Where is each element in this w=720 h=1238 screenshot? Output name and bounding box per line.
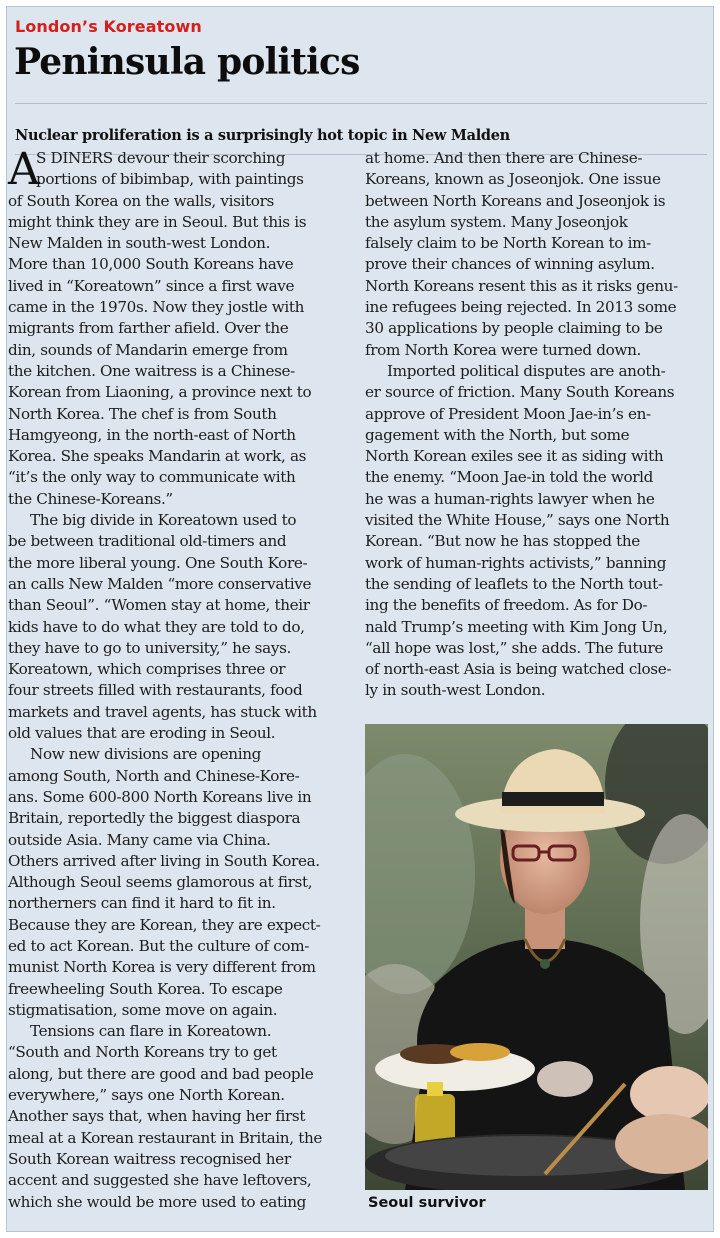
text-line: kids have to do what they are told to do, <box>8 617 305 636</box>
text-line: din, sounds of Mandarin emerge from <box>8 340 288 359</box>
text-line: munist North Korea is very different from <box>8 958 316 977</box>
paragraph-3 <box>8 744 353 1021</box>
dropcap-block <box>8 144 353 195</box>
text-line: More than 10,000 South Koreans have <box>8 255 294 274</box>
text-line: the enemy. “Moon Jae-in told the world <box>365 468 654 487</box>
photo-caption: Seoul survivor <box>368 1195 486 1211</box>
text-line: North Korea. The chef is from South <box>8 404 277 423</box>
dropcap-line: S DINERS devour their scorching <box>36 149 286 167</box>
text-line: stigmatisation, some move on again. <box>8 1000 278 1019</box>
text-line: meal at a Korean restaurant in Britain, the <box>8 1128 323 1147</box>
text-line: be between traditional old-timers and <box>8 532 287 551</box>
text-line: lived in “Koreatown” since a first wave <box>8 276 295 295</box>
text-line: prove their chances of winning asylum. <box>365 255 655 274</box>
text-line: falsely claim to be North Korean to im- <box>365 234 651 253</box>
text-line: er source of friction. Many South Koreans <box>365 383 675 402</box>
text-line: Because they are Korean, they are expect- <box>8 915 321 934</box>
text-line: among South, North and Chinese-Kore- <box>8 766 300 785</box>
text-line: work of human-rights activists,” banning <box>365 553 667 572</box>
text-line: the more liberal young. One South Kore- <box>8 553 308 572</box>
text-line: Tensions can flare in Koreatown. <box>30 1022 272 1041</box>
text-line: South Korean waitress recognised her <box>8 1149 291 1168</box>
text-line: Koreans, known as Joseonjok. One issue <box>365 170 661 189</box>
text-line: ans. Some 600-800 North Koreans live in <box>8 787 312 806</box>
text-line: nald Trump’s meeting with Kim Jong Un, <box>365 617 668 636</box>
text-line: “South and North Koreans try to get <box>8 1043 277 1062</box>
text-line: Korean. “But now he has stopped the <box>365 532 640 551</box>
text-line: the asylum system. Many Joseonjok <box>365 212 628 231</box>
text-line: Korea. She speaks Mandarin at work, as <box>8 447 307 466</box>
left-column <box>8 144 353 1213</box>
right-column <box>365 148 705 702</box>
text-line: freewheeling South Korea. To escape <box>8 979 283 998</box>
text-line: the sending of leaflets to the North tout- <box>365 574 663 593</box>
text-line: North Korean exiles see it as siding with <box>365 447 664 466</box>
headline: Peninsula politics <box>14 41 360 83</box>
text-line: Korean from Liaoning, a province next to <box>8 383 312 402</box>
text-line: between North Koreans and Joseonjok is <box>365 191 666 210</box>
text-line: Another says that, when having her first <box>8 1107 306 1126</box>
text-line: “all hope was lost,” she adds. The future <box>365 638 664 657</box>
paragraph-4 <box>8 1021 353 1213</box>
text-line: approve of President Moon Jae-in’s en- <box>365 404 651 423</box>
text-line: the kitchen. One waitress is a Chinese- <box>8 361 295 380</box>
paragraph-6 <box>365 361 705 702</box>
paragraph-5 <box>365 148 705 361</box>
text-line: migrants from farther afield. Over the <box>8 319 289 338</box>
text-line: ly in south-west London. <box>365 681 546 700</box>
text-line: Britain, reportedly the biggest diaspora <box>8 809 301 828</box>
text-line: Hamgyeong, in the north-east of North <box>8 425 296 444</box>
section-kicker: London’s Koreatown <box>15 17 202 36</box>
text-line: of north-east Asia is being watched close- <box>365 660 672 679</box>
text-line: the Chinese-Koreans.” <box>8 489 173 508</box>
text-line: than Seoul”. “Women stay at home, their <box>8 596 310 615</box>
text-line: an calls New Malden “more conservative <box>8 574 312 593</box>
text-line: northerners can find it hard to fit in. <box>8 894 276 913</box>
text-line: they have to go to university,” he says. <box>8 638 291 657</box>
text-line: everywhere,” says one North Korean. <box>8 1086 285 1105</box>
text-line: gagement with the North, but some <box>365 425 630 444</box>
text-line: North Koreans resent this as it risks genu- <box>365 276 678 295</box>
text-line: visited the White House,” says one North <box>365 511 670 530</box>
text-line: accent and suggested she have leftovers, <box>8 1171 312 1190</box>
text-line: New Malden in south-west London. <box>8 234 271 253</box>
text-line: at home. And then there are Chinese- <box>365 149 643 167</box>
text-line: four streets filled with restaurants, food <box>8 681 303 700</box>
text-line: “it’s the only way to communicate with <box>8 468 296 487</box>
text-line: ed to act Korean. But the culture of com- <box>8 936 310 955</box>
text-line: came in the 1970s. Now they jostle with <box>8 298 305 317</box>
text-line: Others arrived after living in South Korea. <box>8 851 320 870</box>
paragraph-2 <box>8 510 353 744</box>
dropcap: A <box>8 144 40 195</box>
dropcap-line: portions of bibimbap, with paintings <box>36 170 304 189</box>
photo-woman-in-hat-cooking <box>365 724 708 1190</box>
text-line: Imported political disputes are anoth- <box>387 361 666 380</box>
text-line: old values that are eroding in Seoul. <box>8 724 276 743</box>
text-line: he was a human-rights lawyer when he <box>365 489 655 508</box>
text-line: of South Korea on the walls, visitors <box>8 191 274 210</box>
divider-top <box>15 103 707 104</box>
article-photo <box>365 724 708 1190</box>
text-line: outside Asia. Many came via China. <box>8 830 271 849</box>
paragraph-1 <box>8 191 353 510</box>
text-line: might think they are in Seoul. But this is <box>8 212 307 231</box>
text-line: Koreatown, which comprises three or <box>8 660 286 679</box>
text-line: 30 applications by people claiming to be <box>365 319 663 338</box>
text-line: Now new divisions are opening <box>30 745 262 764</box>
text-line: along, but there are good and bad people <box>8 1064 314 1083</box>
text-line: which she would be more used to eating <box>8 1192 307 1211</box>
text-line: Although Seoul seems glamorous at first, <box>8 873 313 892</box>
text-line: from North Korea were turned down. <box>365 340 641 359</box>
text-line: ine refugees being rejected. In 2013 some <box>365 298 677 317</box>
standfirst: Nuclear proliferation is a surprisingly hot topic in New Malden <box>15 127 510 144</box>
text-line: markets and travel agents, has stuck with <box>8 702 317 721</box>
text-line: ing the benefits of freedom. As for Do- <box>365 596 648 615</box>
text-line: The big divide in Koreatown used to <box>30 511 297 530</box>
